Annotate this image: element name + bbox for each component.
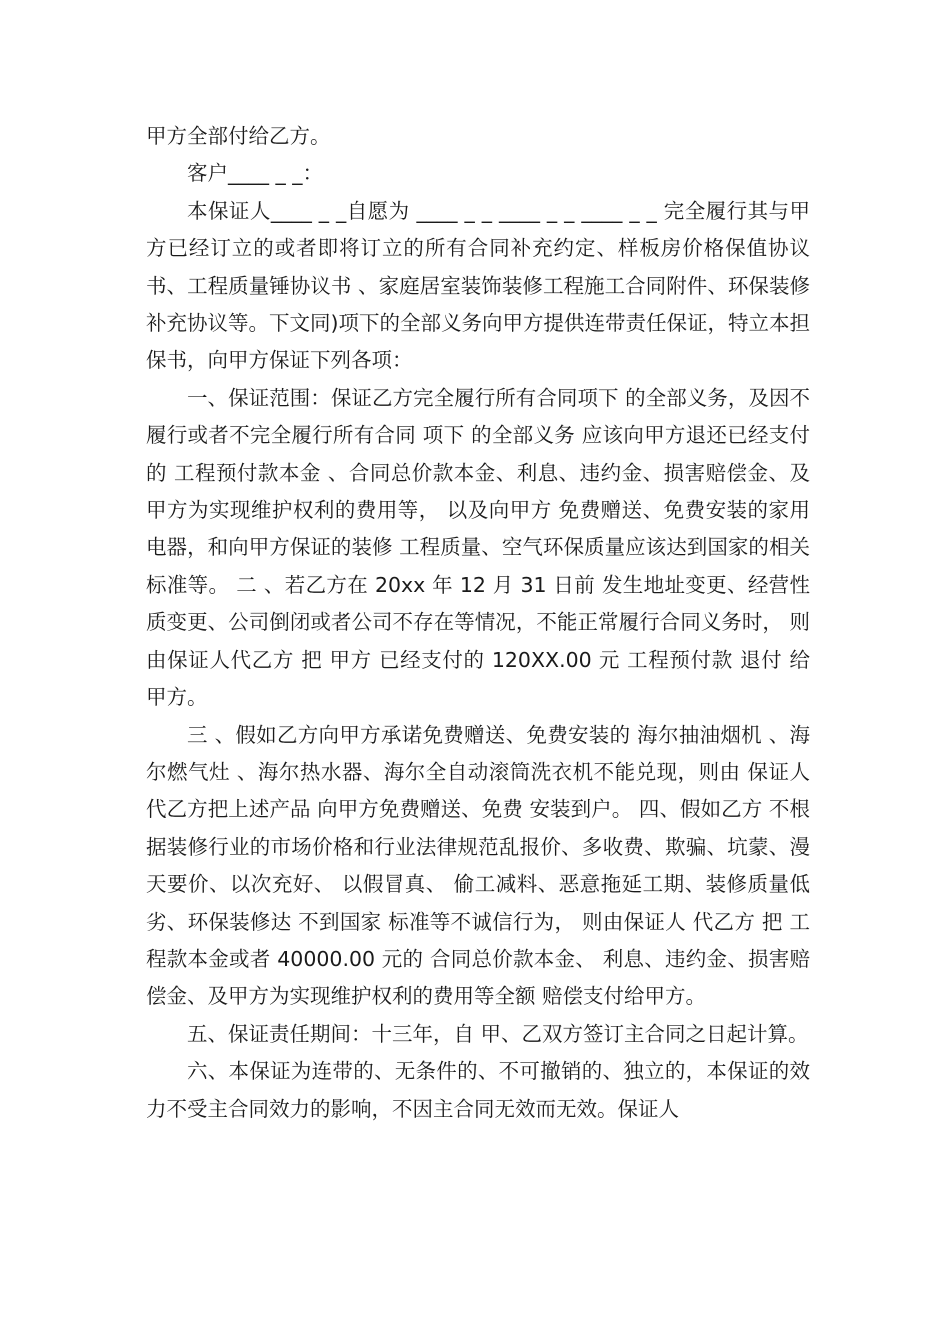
paragraph-6: 五、保证责任期间：十三年，自 甲、乙双方签订主合同之日起计算。 (187, 1021, 809, 1046)
paragraph-3: 本保证人____ _ _自愿为 ____ _ _ ____ _ _ ____ _ _ 完全履行其与甲方已经订立的或者即将订立的所有合同补充约定、样板房价格保值协议书、工程质量锤协议书 、家庭居室装饰装修工程施工合同附件、环保装修补充协议等。下文同)项下的全部义务向甲方提供连带责任保证，特立本担保书，向甲方保证下列各项： (146, 198, 810, 373)
paragraph-1: 甲方全部付给乙方。 (146, 124, 331, 148)
paragraph-7: 六、本保证为连带的、无条件的、不可撤销的、独立的，本保证的效力不受主合同效力的影响，不因主合同无效而无效。保证人 (146, 1059, 810, 1121)
document-body (146, 118, 817, 1128)
paragraph-5: 三 、假如乙方向甲方承诺免费赠送、免费安装的 海尔抽油烟机 、海尔燃气灶 、海尔热水器、海尔全自动滚筒洗衣机不能兑现，则由 保证人代乙方把上述产品 向甲方免费赠送、免费 安装到户。 四、假如乙方 不根据装修行业的市场价格和行业法律规范乱报价、多收费、欺骗、坑蒙、漫天要价、以次充好、 以假冒真、 偷工减料、恶意拖延工期、装修质量低劣、环保装修达 不到国家 标准等不诚信行为， 则由保证人 代乙方 把 工程款本金或者 40000.00 元的 合同总价款本金、 利息、违约金、损害赔偿金、及甲方为实现维护权利的费用等全额 赔偿支付给甲方。 (146, 722, 810, 1009)
paragraph-4: 一、保证范围：保证乙方完全履行所有合同项下 的全部义务，及因不履行或者不完全履行所有合同 项下 的全部义务 应该向甲方退还已经支付 的 工程预付款本金 、合同总价款本金、利息、违约金、损害赔偿金、及甲方为实现维护权利的费用等， 以及向甲方 免费赠送、免费安装的家用电器，和向甲方保证的装修 工程质量、空气环保质量应该达到国家的相关标准等。 二 、若乙方在 20xx 年 12 月 31 日前 发生地址变更、经营性质变更、公司倒闭或者公司不存在等情况，不能正常履行合同义务时， 则由保证人代乙方 把 甲方 已经支付的 120XX.00 元 工程预付款 退付 给 甲方。 (146, 385, 817, 710)
paragraph-2: 客户____ _ _： (187, 161, 324, 186)
